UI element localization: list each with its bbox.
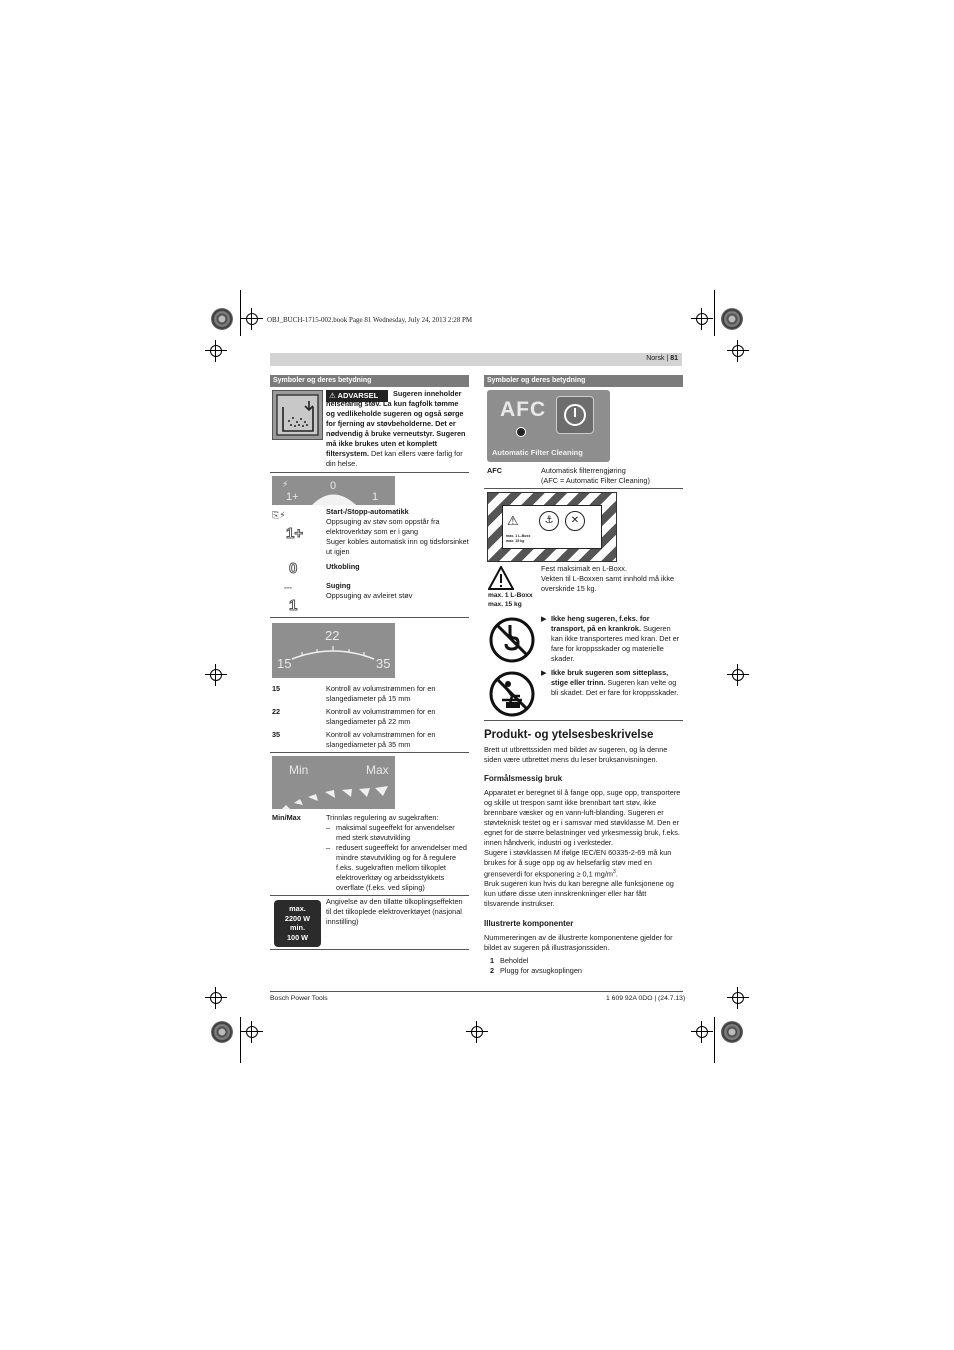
mode-dial-panel [272,476,395,505]
header-text [646,354,678,363]
crop-line [714,1017,715,1063]
mode-dial-mid-label: 0 [330,480,337,492]
registration-mark-top-left [211,308,233,330]
crosshair-mark [205,340,227,362]
page-header [270,353,682,366]
minmax-bullet [326,823,469,843]
no-sitting-icon [488,670,536,721]
product-title: Produkt- og ytelsesbeskrivelse [484,729,654,741]
sit-bold: Ikke bruk sugeren som sitteplass, stige eller trinn. [551,668,669,688]
power-max-value: 2200 W [284,913,311,923]
afc-indicator-icon [516,427,526,437]
section-title-left: Symboler og deres betydning [270,375,469,387]
hose-dial-left: 15 [277,656,292,671]
power-max-label: max. [289,904,306,913]
crane-warning [541,614,683,664]
start-stop-icon: ⎘⚡ [272,510,286,520]
no-hook-small-icon: ⚓ [539,511,559,531]
footer-rule [270,991,683,992]
minmax-dial-min: Min [289,763,309,777]
suction-title: Suging [326,581,351,590]
hose-text-15: Kontroll av volumstrømmen for en slangediameter på 15 mm [326,684,436,704]
afc-key: AFC [487,466,502,475]
afc-panel [487,390,610,462]
off-title: Utkobling [326,562,360,571]
footer-left: Bosch Power Tools [270,995,328,1002]
purpose-superscript: 3 [612,868,616,875]
list-item [490,956,683,966]
minmax-key: Min/Max [272,813,301,822]
hazard-label-inner [502,505,602,549]
hose-key-35: 35 [272,730,281,739]
lboxx-desc [541,564,683,594]
warning-badge-label: ADVARSEL [337,391,379,400]
minmax-bullet-1: maksimal sugeeffekt for anvendelser med sterk støvutvikling [336,823,455,843]
lboxx-warning-icon [488,566,514,593]
arrow-marker-icon: ▶ [541,668,547,677]
component-number: 2 [490,966,495,976]
header-language: Norsk [646,355,665,362]
warning-text-bold: Sugeren inneholder helsefarlig støv. La kun fagfolk tømme og vedlikeholde sugeren og også sørge for fjerning av støvbeholderne. Det er nødvendig å bruke verneutstyr. Sugeren må ikke brukes uten et komplett filtersystem. [326,389,466,459]
purpose-paragraph-2-end: . [615,868,618,878]
product-intro: Brett ut utbrettssiden med bildet av sugeren, og la denne siden være utbrettet mens du leser bruksanvisningen. [484,745,668,765]
warning-triangle-icon: ⚠ [329,391,336,400]
hose-key-22: 22 [272,707,281,716]
lboxx-caption-1: max. 1 L-Boxx [488,592,533,599]
purpose-paragraph-2-text: Sugere i støvklassen M ifølge IEC/EN 60335-2-69 må kun brukes for å suge opp og av helsefarlig støv med en grenseverdi for eksponering ≥ 0,1 mg/m [484,848,672,878]
divider [270,617,469,618]
registration-mark-bottom-left [211,1021,233,1043]
start-stop-title: Start-/Stopp-automatikk [326,507,409,516]
crosshair-mark [205,664,227,686]
divider [270,472,469,473]
minmax-bullet-2: redusert sugeeffekt for anvendelser med mindre støvutvikling og for å regulere f.eks. sugekraften mellom tilkoplet elektroverktøy og arbeidsstykkets overflate (f.eks. ved sliping) [336,843,467,893]
start-stop-desc [326,507,469,557]
dash-marker: – [326,843,331,853]
tool-plug-icon: ⚡ [282,479,289,489]
components-list [490,956,683,976]
print-info: OBJ_BUCH-1715-002.book Page 81 Wednesday, July 24, 2013 2:28 PM [267,316,473,324]
arrow-marker-icon: ▶ [541,614,547,623]
divider [270,895,469,896]
minmax-dial-panel [272,756,395,809]
hose-text-35: Kontroll av volumstrømmen for en slangediameter på 35 mm [326,730,436,750]
crosshair-mark [466,1021,488,1043]
divider [270,752,469,753]
purpose-paragraph-2 [484,848,683,879]
hose-text-22: Kontroll av volumstrømmen for en slangediameter på 22 mm [326,707,436,727]
afc-power-button-icon [556,396,594,434]
crosshair-mark [691,1021,713,1043]
crane-bold: Ikke heng sugeren, f.eks. for transport, på en krankrok. [551,614,650,634]
minmax-dial-max: Max [366,763,389,777]
sit-warning [541,668,683,698]
no-sit-small-icon: ✕ [565,511,585,531]
mode-dial-right-label: 1 [372,491,379,503]
registration-mark-top-right [721,308,743,330]
minmax-bullet [326,843,469,893]
crosshair-mark [241,308,263,330]
crosshair-mark [727,664,749,686]
mode-dial-left-label: 1+ [286,491,299,503]
power-min-label: min. [290,923,305,933]
purpose-title: Formålsmessig bruk [484,774,563,783]
power-text: Angivelse av den tillatte tilkoplingseffekten til det tilkoplede elektroverktøyet (nasjonal innstilling) [326,897,463,927]
crane-normal: Sugeren kan ikke transporteres med kran. Det er fare for kroppsskader og materielle skader. [551,624,680,664]
power-rating-badge [274,900,321,947]
crop-line [714,290,715,336]
dust-warning-icon [272,390,323,440]
hose-dial-panel [272,623,395,678]
component-number: 1 [490,956,495,965]
components-intro: Nummereringen av de illustrerte komponentene gjelder for bildet av sugeren på illustrasjonssiden. [484,933,673,953]
off-symbol: 0 [289,560,298,577]
no-crane-hook-icon [488,616,536,667]
sit-normal: Sugeren kan velte og bli skadet. Det er fare for kroppsskader. [551,678,679,698]
hose-dial-top: 22 [325,628,340,643]
divider [484,720,683,721]
page-number: 81 [670,355,678,362]
afc-logo: AFC [500,398,547,421]
registration-mark-bottom-right [721,1021,743,1043]
auto-mode-icon: 1+ [286,525,304,542]
crosshair-mark [241,1021,263,1043]
list-item [490,966,683,976]
purpose-paragraph-3: Bruk sugeren kun hvis du kan beregne alle funksjonene og kun utføre disse uten innskrenkninger eller har fått tilsvarende instrukser. [484,878,674,909]
divider [270,949,469,950]
crosshair-mark [205,987,227,1009]
components-title: Illustrerte komponenter [484,919,574,928]
suction-desc [326,581,469,601]
afc-text: Automatisk filterrengjøring (AFC = Automatic Filter Cleaning) [541,466,650,486]
suction-icon: ⎓ [284,583,292,594]
crop-line [240,290,241,336]
power-min-value: 100 W [286,933,309,943]
component-label: Beholdel [500,956,529,965]
lboxx-warning-small-icon: ⚠ [507,513,519,528]
footer-right: 1 609 92A 0DO | (24.7.13) [606,995,686,1002]
crop-line [240,1017,241,1063]
minmax-desc [326,813,469,894]
hose-key-15: 15 [272,684,281,693]
afc-caption: Automatic Filter Cleaning [492,448,583,457]
component-label: Plugg for avsugkoplingen [500,966,582,976]
lboxx-caption-2: max. 15 kg [488,601,522,608]
crosshair-mark [727,987,749,1009]
suction-text: Oppsuging av avleiret støv [326,591,413,601]
header-separator: | [666,355,669,362]
purpose-paragraph-1: Apparatet er beregnet til å fange opp, suge opp, transportere og skille ut trespon samt ikke brennbart tørt støv, ikke brennbare væsker og en vann-luft-blanding. Sugeren er støvteknisk testet og er i samsvar med støvklasse M. Den er egnet for de større belastninger ved yrkesmessig bruk, f.eks. innen håndverk, industri og i verksteder. [484,788,681,848]
lboxx-text-1: Fest maksimalt en L-Boxx. [541,564,627,573]
dash-marker: – [326,823,331,833]
section-title-right: Symboler og deres betydning [484,375,683,387]
label-box-line1: max. 1 L-Boxx [506,534,531,538]
warning-text-normal: Det kan ellers være farlig for din helse. [326,449,463,469]
crosshair-mark [691,308,713,330]
warning-text [326,389,469,470]
hose-dial-right: 35 [376,656,391,671]
lboxx-text-2: Vekten til L-Boxxen samt innhold må ikke overskride 15 kg. [541,574,675,594]
suction-symbol: 1 [289,597,298,614]
purpose-body [484,788,683,909]
minmax-intro: Trinnløs regulering av sugekraften: [326,813,439,822]
label-box-line2: max. 15 kg [506,539,525,543]
hazard-label [487,492,617,562]
start-stop-text: Oppsuging av støv som oppstår fra elektroverktøy som er i gang Suger kobles automatisk inn og tidsforsinket ut igjen [326,517,469,557]
crosshair-mark [727,340,749,362]
divider [484,488,683,489]
